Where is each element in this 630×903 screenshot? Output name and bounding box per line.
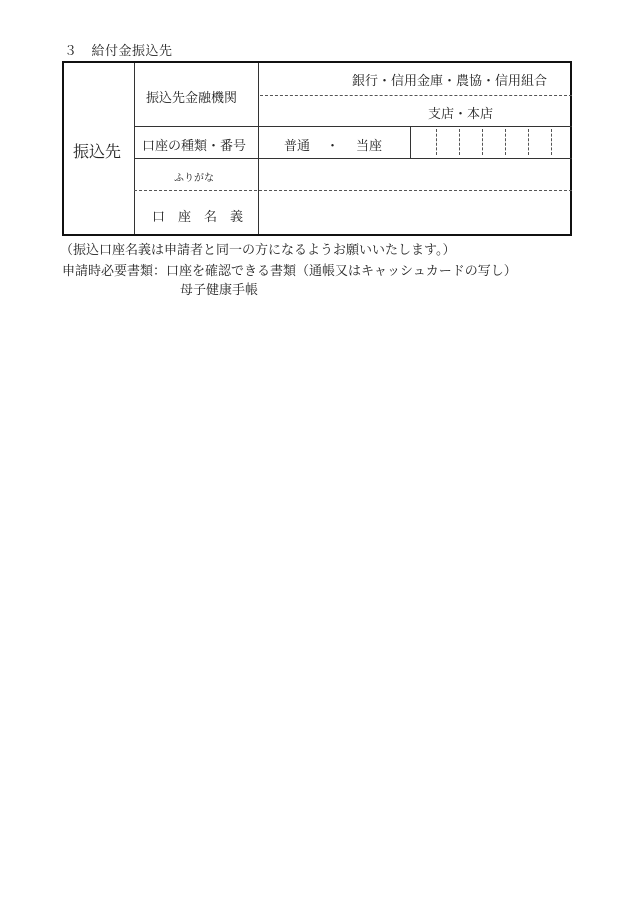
account-holder-label: 口 座 名 義 xyxy=(152,210,244,225)
section-heading xyxy=(64,40,173,59)
table-divider xyxy=(134,158,572,159)
table-divider xyxy=(134,126,572,127)
section-number: ３ xyxy=(64,44,78,59)
account-digit-divider xyxy=(551,129,552,155)
branch-types: 支店・本店 xyxy=(428,107,494,122)
account-digit-divider xyxy=(528,129,529,155)
account-digit-divider xyxy=(436,129,437,155)
bank-types: 銀行・信用金庫・農協・信用組合 xyxy=(352,74,548,89)
account-digit-divider xyxy=(505,129,506,155)
holder-note: （振込口座名義は申請者と同一の方になるようお願いいたします。） xyxy=(60,243,456,258)
required-doc-2: 母子健康手帳 xyxy=(180,283,259,298)
table-divider xyxy=(410,126,411,158)
row-header-transfer: 振込先 xyxy=(73,142,122,161)
furigana-label: ふりがな xyxy=(174,173,214,184)
account-type-separator: ・ xyxy=(326,139,340,154)
table-divider xyxy=(258,63,259,234)
table-dashed-divider xyxy=(260,95,572,96)
account-digit-divider xyxy=(459,129,460,155)
table-dashed-divider xyxy=(134,190,572,191)
account-label: 口座の種類・番号 xyxy=(142,139,247,154)
account-digit-divider xyxy=(482,129,483,155)
table-divider xyxy=(134,63,135,234)
account-type-normal: 普通 xyxy=(284,139,311,154)
bank-transfer-table xyxy=(62,61,572,236)
account-type-current: 当座 xyxy=(356,139,383,154)
required-doc-1: 口座を確認できる書類（通帳又はキャッシュカードの写し） xyxy=(166,264,517,279)
required-docs-label: 申請時必要書類： xyxy=(62,264,167,279)
section-title: 給付金振込先 xyxy=(91,44,173,59)
bank-label: 振込先金融機関 xyxy=(146,91,238,106)
required-docs-line xyxy=(62,260,517,279)
